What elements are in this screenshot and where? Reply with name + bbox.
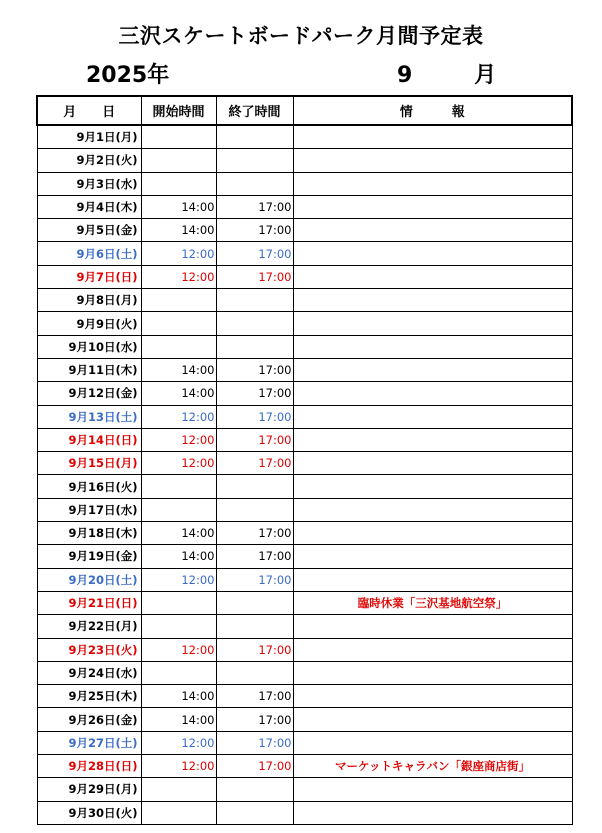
date-cell: 9月7日(日) [37, 265, 141, 288]
date-cell: 9月21日(日) [37, 591, 141, 614]
table-row [37, 358, 572, 381]
start-time-cell: 12:00 [141, 568, 216, 591]
info-cell [293, 731, 572, 754]
table-row [37, 172, 572, 195]
start-time-cell [141, 778, 216, 801]
date-cell: 9月13日(土) [37, 405, 141, 428]
start-time-cell [141, 475, 216, 498]
table-row [37, 382, 572, 405]
table-row [37, 125, 572, 149]
month-label: 9 月 [397, 63, 517, 88]
date-cell: 9月14日(日) [37, 428, 141, 451]
start-time-cell: 14:00 [141, 195, 216, 218]
start-time-cell: 12:00 [141, 265, 216, 288]
header-date: 月 日 [37, 96, 141, 125]
end-time-cell [216, 149, 293, 172]
date-cell: 9月3日(水) [37, 172, 141, 195]
table-row [37, 755, 572, 778]
end-time-cell: 17:00 [216, 405, 293, 428]
date-cell: 9月16日(火) [37, 475, 141, 498]
start-time-cell [141, 591, 216, 614]
start-time-cell [141, 801, 216, 824]
table-row [37, 638, 572, 661]
end-time-cell: 17:00 [216, 755, 293, 778]
date-cell: 9月12日(金) [37, 382, 141, 405]
table-row [37, 428, 572, 451]
start-time-cell: 14:00 [141, 708, 216, 731]
info-cell [293, 312, 572, 335]
date-cell: 9月9日(火) [37, 312, 141, 335]
date-cell: 9月2日(火) [37, 149, 141, 172]
table-row [37, 452, 572, 475]
info-cell [293, 335, 572, 358]
table-row [37, 405, 572, 428]
table-header-row [37, 96, 572, 125]
table-row [37, 685, 572, 708]
table-row [37, 312, 572, 335]
header-info: 情 報 [293, 96, 572, 125]
start-time-cell [141, 615, 216, 638]
start-time-cell [141, 661, 216, 684]
start-time-cell: 14:00 [141, 522, 216, 545]
end-time-cell: 17:00 [216, 708, 293, 731]
end-time-cell [216, 615, 293, 638]
info-cell [293, 638, 572, 661]
info-cell [293, 778, 572, 801]
info-cell [293, 522, 572, 545]
start-time-cell: 14:00 [141, 545, 216, 568]
info-cell [293, 405, 572, 428]
table-row [37, 615, 572, 638]
table-row [37, 242, 572, 265]
info-cell [293, 382, 572, 405]
info-cell [293, 615, 572, 638]
start-time-cell [141, 289, 216, 312]
date-cell: 9月5日(金) [37, 219, 141, 242]
table-row [37, 731, 572, 754]
start-time-cell: 12:00 [141, 755, 216, 778]
date-cell: 9月23日(火) [37, 638, 141, 661]
year-label: 2025年 [86, 63, 170, 88]
info-cell [293, 289, 572, 312]
table-row [37, 591, 572, 614]
start-time-cell [141, 498, 216, 521]
table-row [37, 475, 572, 498]
start-time-cell [141, 335, 216, 358]
info-cell [293, 685, 572, 708]
end-time-cell: 17:00 [216, 195, 293, 218]
date-cell: 9月27日(土) [37, 731, 141, 754]
end-time-cell [216, 172, 293, 195]
end-time-cell: 17:00 [216, 522, 293, 545]
info-cell [293, 195, 572, 218]
date-cell: 9月4日(木) [37, 195, 141, 218]
info-cell [293, 708, 572, 731]
date-cell: 9月17日(水) [37, 498, 141, 521]
start-time-cell: 12:00 [141, 638, 216, 661]
end-time-cell: 17:00 [216, 685, 293, 708]
table-row [37, 545, 572, 568]
table-row [37, 801, 572, 824]
start-time-cell: 14:00 [141, 219, 216, 242]
start-time-cell: 12:00 [141, 452, 216, 475]
start-time-cell: 12:00 [141, 242, 216, 265]
end-time-cell [216, 591, 293, 614]
info-cell [293, 661, 572, 684]
header-end-time: 終了時間 [216, 96, 293, 125]
end-time-cell: 17:00 [216, 638, 293, 661]
table-row [37, 149, 572, 172]
date-cell: 9月6日(土) [37, 242, 141, 265]
start-time-cell [141, 125, 216, 149]
info-cell: 臨時休業「三沢基地航空祭」 [293, 591, 572, 614]
header-start-time: 開始時間 [141, 96, 216, 125]
date-cell: 9月30日(火) [37, 801, 141, 824]
end-time-cell: 17:00 [216, 568, 293, 591]
table-row [37, 265, 572, 288]
end-time-cell: 17:00 [216, 358, 293, 381]
end-time-cell: 17:00 [216, 452, 293, 475]
end-time-cell [216, 289, 293, 312]
end-time-cell [216, 801, 293, 824]
page-title: 三沢スケートボードパーク月間予定表 [118, 24, 484, 48]
info-cell [293, 265, 572, 288]
info-cell [293, 219, 572, 242]
date-cell: 9月25日(木) [37, 685, 141, 708]
table-row [37, 661, 572, 684]
date-cell: 9月1日(月) [37, 125, 141, 149]
date-cell: 9月10日(水) [37, 335, 141, 358]
start-time-cell: 12:00 [141, 731, 216, 754]
table-row [37, 219, 572, 242]
start-time-cell [141, 312, 216, 335]
end-time-cell [216, 498, 293, 521]
end-time-cell [216, 475, 293, 498]
date-cell: 9月28日(日) [37, 755, 141, 778]
date-cell: 9月11日(木) [37, 358, 141, 381]
end-time-cell: 17:00 [216, 428, 293, 451]
info-cell [293, 172, 572, 195]
info-cell [293, 452, 572, 475]
date-cell: 9月24日(水) [37, 661, 141, 684]
start-time-cell: 14:00 [141, 685, 216, 708]
end-time-cell [216, 661, 293, 684]
end-time-cell: 17:00 [216, 731, 293, 754]
date-cell: 9月20日(土) [37, 568, 141, 591]
info-cell [293, 545, 572, 568]
end-time-cell: 17:00 [216, 545, 293, 568]
start-time-cell: 12:00 [141, 405, 216, 428]
info-cell [293, 125, 572, 149]
date-cell: 9月15日(月) [37, 452, 141, 475]
date-cell: 9月19日(金) [37, 545, 141, 568]
end-time-cell [216, 125, 293, 149]
start-time-cell: 12:00 [141, 428, 216, 451]
end-time-cell [216, 312, 293, 335]
info-cell [293, 498, 572, 521]
end-time-cell: 17:00 [216, 242, 293, 265]
info-cell [293, 149, 572, 172]
start-time-cell [141, 172, 216, 195]
info-cell [293, 475, 572, 498]
date-cell: 9月18日(木) [37, 522, 141, 545]
info-cell [293, 801, 572, 824]
date-cell: 9月22日(月) [37, 615, 141, 638]
table-row [37, 335, 572, 358]
schedule-table [36, 95, 573, 825]
start-time-cell [141, 149, 216, 172]
info-cell [293, 428, 572, 451]
table-row [37, 568, 572, 591]
end-time-cell: 17:00 [216, 382, 293, 405]
date-cell: 9月26日(金) [37, 708, 141, 731]
start-time-cell: 14:00 [141, 358, 216, 381]
start-time-cell: 14:00 [141, 382, 216, 405]
table-row [37, 708, 572, 731]
table-row [37, 522, 572, 545]
info-cell [293, 242, 572, 265]
info-cell [293, 358, 572, 381]
info-cell: マーケットキャラバン「銀座商店街」 [293, 755, 572, 778]
end-time-cell: 17:00 [216, 219, 293, 242]
end-time-cell [216, 335, 293, 358]
end-time-cell: 17:00 [216, 265, 293, 288]
date-cell: 9月8日(月) [37, 289, 141, 312]
date-cell: 9月29日(月) [37, 778, 141, 801]
info-cell [293, 568, 572, 591]
table-row [37, 195, 572, 218]
table-row [37, 778, 572, 801]
table-row [37, 289, 572, 312]
end-time-cell [216, 778, 293, 801]
table-row [37, 498, 572, 521]
